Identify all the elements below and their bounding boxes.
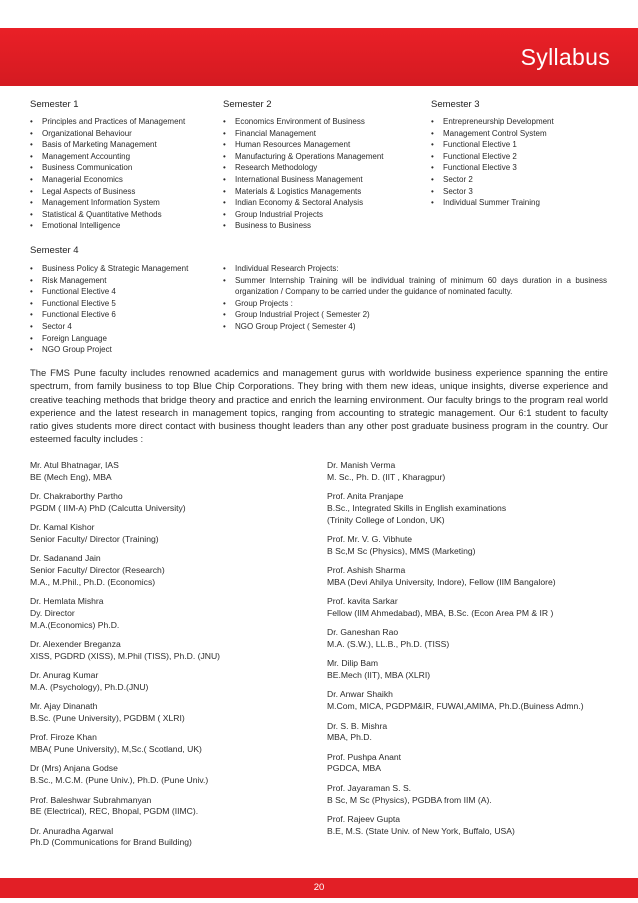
faculty-name: Dr. Hemlata Mishra <box>30 596 104 607</box>
faculty-credential: Ph.D (Communications for Brand Building) <box>30 837 192 848</box>
faculty-entry <box>327 565 617 589</box>
semester-2-list <box>223 116 423 232</box>
syllabus-item: • Economics Environment of Business <box>223 116 423 128</box>
faculty-credential: (Trinity College of London, UK) <box>327 514 445 525</box>
faculty-entry <box>327 689 617 713</box>
page-footer <box>0 878 638 898</box>
syllabus-item: • Individual Summer Training <box>431 197 616 209</box>
faculty-credential: M.A., M.Phil., Ph.D. (Economics) <box>30 576 156 587</box>
page-title: Syllabus <box>520 44 610 70</box>
faculty-credential: B.Sc. (Pune University), PGDBM ( XLRI) <box>30 713 185 724</box>
faculty-credential: PGDCA, MBA <box>327 763 381 774</box>
syllabus-item: • Functional Elective 2 <box>431 151 616 163</box>
faculty-entry <box>30 732 310 756</box>
semester-4-list-left <box>30 263 225 356</box>
syllabus-item: • Research Methodology <box>223 162 423 174</box>
faculty-name: Prof. Rajeev Gupta <box>327 813 401 824</box>
faculty-credential: BE (Electrical), REC, Bhopal, PGDM (IIMC). <box>30 806 199 817</box>
faculty-credential: Senior Faculty/ Director (Training) <box>30 533 159 544</box>
faculty-credential: BE (Mech Eng), MBA <box>30 471 112 482</box>
faculty-name: Dr. Chakraborthy Partho <box>30 491 123 502</box>
syllabus-header-banner <box>0 28 638 86</box>
faculty-entry <box>327 596 617 620</box>
faculty-name: Dr. S. B. Mishra <box>327 720 388 731</box>
faculty-credential: B Sc, M Sc (Physics), PGDBA from IIM (A). <box>327 794 492 805</box>
faculty-list-right <box>327 460 617 845</box>
syllabus-item: • Basis of Marketing Management <box>30 139 230 151</box>
faculty-credential: B Sc,M Sc (Physics), MMS (Marketing) <box>327 545 476 556</box>
page-number: 20 <box>313 882 325 893</box>
syllabus-item: • Sector 2 <box>431 174 616 186</box>
faculty-entry <box>30 522 310 546</box>
faculty-entry <box>30 795 310 819</box>
syllabus-item: • Principles and Practices of Management <box>30 116 230 128</box>
faculty-credential: B.Sc., M.C.M. (Pune Univ.), Ph.D. (Pune Univ.) <box>30 775 209 786</box>
faculty-name: Dr. Sadanand Jain <box>30 553 101 564</box>
syllabus-item: • Functional Elective 6 <box>30 309 225 321</box>
syllabus-item: • NGO Group Project <box>30 344 225 356</box>
faculty-name: Dr (Mrs) Anjana Godse <box>30 763 118 774</box>
faculty-entry <box>327 721 617 745</box>
faculty-entry <box>30 460 310 484</box>
faculty-name: Mr. Dilip Bam <box>327 658 379 669</box>
faculty-credential: MBA( Pune University), M,Sc.( Scotland, UK) <box>30 744 202 755</box>
faculty-name: Dr. Alexender Breganza <box>30 639 121 650</box>
syllabus-item: • NGO Group Project ( Semester 4) <box>223 321 607 333</box>
syllabus-item: • Functional Elective 5 <box>30 298 225 310</box>
faculty-entry <box>327 658 617 682</box>
faculty-name: Dr. Kamal Kishor <box>30 522 95 533</box>
semester-1-list <box>30 116 230 232</box>
faculty-name: Prof. Ashish Sharma <box>327 565 406 576</box>
faculty-entry <box>30 596 310 631</box>
faculty-entry <box>327 752 617 776</box>
faculty-credential: M.A.(Economics) Ph.D. <box>30 619 120 630</box>
faculty-entry <box>30 701 310 725</box>
syllabus-item: • Summer Internship Training will be individual training of minimum 60 days duration in a business organization / Company to be carried under the guidance of nominated faculty. <box>223 275 607 298</box>
faculty-credential: B.Sc., Integrated Skills in English examinations <box>327 502 507 513</box>
faculty-name: Mr. Atul Bhatnagar, IAS <box>30 460 119 470</box>
faculty-entry <box>30 639 310 663</box>
faculty-name: Dr. Manish Verma <box>327 460 396 470</box>
top-margin <box>0 0 638 28</box>
syllabus-item: • International Business Management <box>223 174 423 186</box>
syllabus-item: • Individual Research Projects: <box>223 263 607 275</box>
syllabus-item: • Business Communication <box>30 162 230 174</box>
syllabus-item: • Risk Management <box>30 275 225 287</box>
faculty-entry <box>30 670 310 694</box>
faculty-credential: BE.Mech (IIT), MBA (XLRI) <box>327 670 431 681</box>
faculty-entry <box>327 627 617 651</box>
syllabus-item: • Business to Business <box>223 220 423 232</box>
syllabus-item: • Sector 3 <box>431 186 616 198</box>
syllabus-item: • Group Projects : <box>223 298 607 310</box>
faculty-name: Prof. kavita Sarkar <box>327 596 398 607</box>
faculty-entry <box>30 553 310 588</box>
syllabus-item: • Human Resources Management <box>223 139 423 151</box>
syllabus-item: • Functional Elective 3 <box>431 162 616 174</box>
semester-2-title: Semester 2 <box>223 99 272 110</box>
faculty-name: Prof. Mr. V. G. Vibhute <box>327 533 413 544</box>
semester-3-list <box>431 116 616 209</box>
faculty-list-left <box>30 460 310 857</box>
syllabus-item: • Management Information System <box>30 197 230 209</box>
faculty-name: Prof. Jayaraman S. S. <box>327 782 412 793</box>
syllabus-item: • Manufacturing & Operations Management <box>223 151 423 163</box>
syllabus-item: • Financial Management <box>223 128 423 140</box>
faculty-credential: M.Com, MICA, PGDPM&IR, FUWAI,AMIMA, Ph.D.(Buiness Admn.) <box>327 701 584 712</box>
syllabus-item: • Emotional Intelligence <box>30 220 230 232</box>
semester-4-title: Semester 4 <box>30 245 79 256</box>
syllabus-item: • Indian Economy & Sectoral Analysis <box>223 197 423 209</box>
faculty-entry <box>30 826 310 850</box>
faculty-credential: M. Sc., Ph. D. (IIT , Kharagpur) <box>327 471 446 482</box>
faculty-entry <box>30 491 310 515</box>
faculty-credential: Fellow (IIM Ahmedabad), MBA, B.Sc. (Econ Area PM & IR ) <box>327 607 554 618</box>
syllabus-item: • Group Industrial Project ( Semester 2) <box>223 309 607 321</box>
syllabus-item: • Management Accounting <box>30 151 230 163</box>
faculty-name: Dr. Anwar Shaikh <box>327 689 393 700</box>
semester-1-title: Semester 1 <box>30 99 79 110</box>
faculty-intro-paragraph: The FMS Pune faculty includes renowned academics and management gurus with worldwide business experience spanning the entire spectrum, from family business to top Blue Chip Corporations. They bring with them new ideas, unique insights, diverse experience and creative teaching methods that bridge theory and practice and enrich the learning environment. Our faculty brings to the program real world experience and the latest research in management topics, ranging from accounting to strategic management. Our 6:1 student to faculty ratio gives students more direct contact with business thought leaders than any other post graduate business program in the country. Our esteemed faculty includes : <box>30 367 608 445</box>
syllabus-item: • Entrepreneurship Development <box>431 116 616 128</box>
syllabus-item: • Organizational Behaviour <box>30 128 230 140</box>
syllabus-item: • Sector 4 <box>30 321 225 333</box>
syllabus-item: • Managerial Economics <box>30 174 230 186</box>
faculty-credential: PGDM ( IIM-A) PhD (Calcutta University) <box>30 502 186 513</box>
syllabus-item: • Materials & Logistics Managements <box>223 186 423 198</box>
syllabus-item: • Legal Aspects of Business <box>30 186 230 198</box>
faculty-entry <box>327 491 617 526</box>
faculty-credential: MBA, Ph.D. <box>327 732 372 743</box>
faculty-credential: M.A. (S.W.), LL.B., Ph.D. (TISS) <box>327 639 450 650</box>
faculty-name: Prof. Anita Pranjape <box>327 491 404 502</box>
syllabus-item: • Statistical & Quantitative Methods <box>30 209 230 221</box>
faculty-entry <box>327 814 617 838</box>
syllabus-item: • Foreign Language <box>30 333 225 345</box>
faculty-name: Prof. Firoze Khan <box>30 732 97 743</box>
faculty-name: Mr. Ajay Dinanath <box>30 701 98 712</box>
faculty-entry <box>30 763 310 787</box>
syllabus-item: • Management Control System <box>431 128 616 140</box>
syllabus-item: • Business Policy & Strategic Management <box>30 263 225 275</box>
faculty-entry <box>327 783 617 807</box>
semester-3-title: Semester 3 <box>431 99 480 110</box>
faculty-name: Prof. Baleshwar Subrahmanyan <box>30 794 152 805</box>
faculty-credential: XISS, PGDRD (XISS), M.Phil (TISS), Ph.D. (JNU) <box>30 650 221 661</box>
syllabus-item: • Functional Elective 4 <box>30 286 225 298</box>
faculty-name: Prof. Pushpa Anant <box>327 751 402 762</box>
faculty-credential: MBA (Devi Ahilya University, Indore), Fellow (IIM Bangalore) <box>327 576 556 587</box>
syllabus-item: • Functional Elective 1 <box>431 139 616 151</box>
semester-4-list-right <box>223 263 607 333</box>
faculty-name: Dr. Anurag Kumar <box>30 670 99 681</box>
faculty-credential: M.A. (Psychology), Ph.D.(JNU) <box>30 681 149 692</box>
faculty-credential: Dy. Director <box>30 607 75 618</box>
faculty-name: Dr. Ganeshan Rao <box>327 627 399 638</box>
faculty-name: Dr. Anuradha Agarwal <box>30 825 114 836</box>
faculty-entry <box>327 534 617 558</box>
faculty-entry <box>327 460 617 484</box>
syllabus-item: • Group Industrial Projects <box>223 209 423 221</box>
faculty-credential: Senior Faculty/ Director (Research) <box>30 565 165 576</box>
faculty-credential: B.E, M.S. (State Univ. of New York, Buffalo, USA) <box>327 825 515 836</box>
